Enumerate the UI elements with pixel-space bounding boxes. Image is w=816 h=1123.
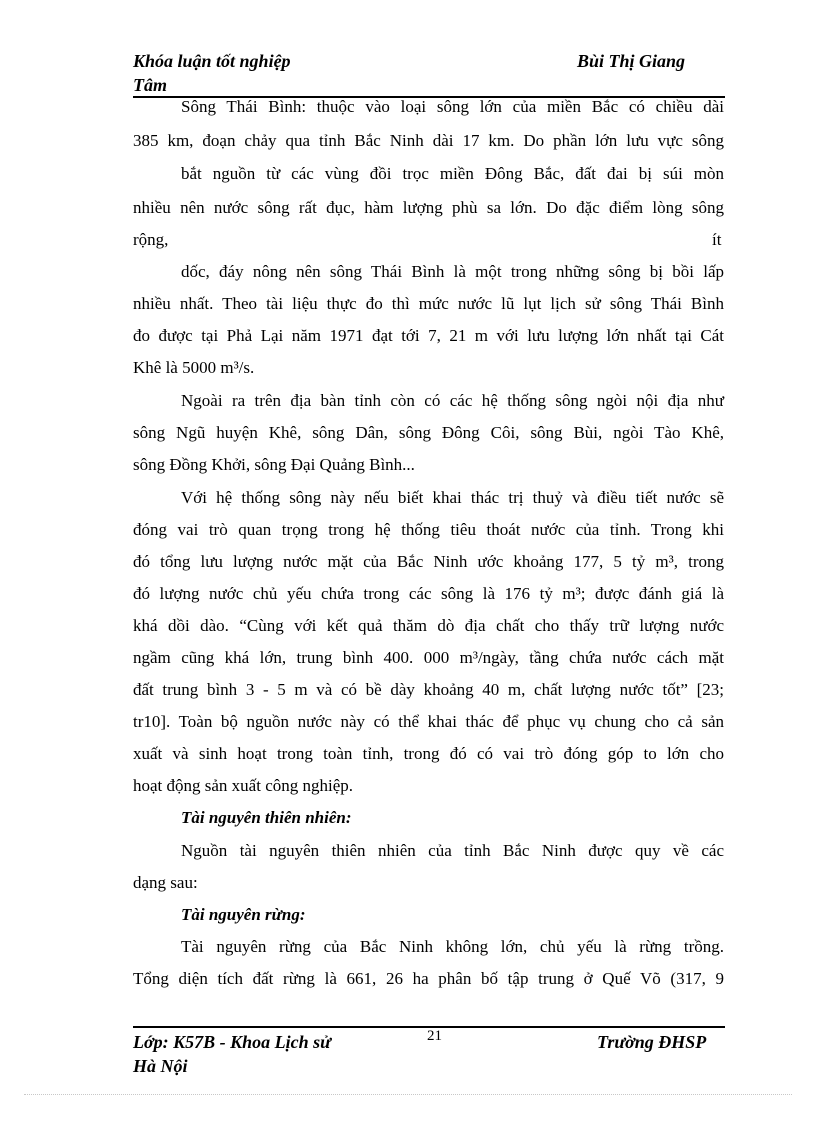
text-line: đóng vai trò quan trọng trong hệ thống tiêu thoát nước của tỉnh. Trong khi bbox=[133, 520, 724, 539]
page-edge-divider bbox=[24, 1094, 792, 1095]
header-author: Bùi Thị Giang bbox=[577, 51, 686, 71]
footer-school-continued: Hà Nội bbox=[133, 1056, 188, 1076]
text-line: ít bbox=[712, 230, 722, 249]
text-line: 385 km, đoạn chảy qua tỉnh Bắc Ninh dài 17 km. Do phần lớn lưu vực sông bbox=[133, 131, 724, 150]
text-line: rộng, bbox=[133, 230, 169, 249]
text-line: dạng sau: bbox=[133, 873, 198, 892]
text-line: đất trung bình 3 - 5 m và có bề dày khoảng 40 m, chất lượng nước tốt” [23; bbox=[133, 680, 724, 699]
text-line: đó tổng lưu lượng nước mặt của Bắc Ninh ước khoảng 177, 5 tỷ m³, trong bbox=[133, 552, 724, 571]
text-line: Tài nguyên rừng của Bắc Ninh không lớn, chủ yếu là rừng trồng. bbox=[181, 937, 724, 956]
text-line: hoạt động sản xuất công nghiệp. bbox=[133, 776, 354, 795]
section-heading: Tài nguyên thiên nhiên: bbox=[181, 808, 352, 827]
text-line: Với hệ thống sông này nếu biết khai thác trị thuỷ và điều tiết nước sẽ bbox=[181, 488, 724, 507]
text-line: nhiều nhất. Theo tài liệu thực đo thì mức nước lũ lụt lịch sử sông Thái Bình bbox=[133, 294, 724, 313]
header-left-title: Khóa luận tốt nghiệp bbox=[133, 51, 291, 71]
text-line: xuất và sinh hoạt trong toàn tỉnh, trong đó có vai trò đóng góp to lớn cho bbox=[133, 744, 724, 763]
text-line: sông Ngũ huyện Khê, sông Dân, sông Đông Côi, sông Bùi, ngòi Tào Khê, bbox=[133, 423, 724, 442]
footer-school: Trường ĐHSP bbox=[597, 1032, 707, 1052]
header-author-continued: Tâm bbox=[133, 75, 167, 95]
text-line: sông Đồng Khởi, sông Đại Quảng Bình... bbox=[133, 455, 415, 474]
text-line: Khê là 5000 m³/s. bbox=[133, 358, 255, 377]
text-line: Nguồn tài nguyên thiên nhiên của tỉnh Bắc Ninh được quy về các bbox=[181, 841, 724, 860]
section-heading: Tài nguyên rừng: bbox=[181, 905, 306, 924]
text-line: khá dồi dào. “Cùng với kết quả thăm dò địa chất cho thấy trữ lượng nước bbox=[133, 616, 724, 635]
text-line: đó lượng nước chủ yếu chứa trong các sông là 176 tỷ m³; được đánh giá là bbox=[133, 584, 724, 603]
footer-class-info: Lớp: K57B - Khoa Lịch sử bbox=[133, 1032, 331, 1052]
text-line: Tổng diện tích đất rừng là 661, 26 ha phân bố tập trung ở Quế Võ (317, 9 bbox=[133, 969, 724, 988]
text-line: đo được tại Phả Lại năm 1971 đạt tới 7, 21 m với lưu lượng lớn nhất tại Cát bbox=[133, 326, 724, 345]
text-line: bắt nguồn từ các vùng đồi trọc miền Đông Bắc, đất đai bị súi mòn bbox=[181, 164, 724, 183]
text-line: tr10]. Toàn bộ nguồn nước này có thể khai thác để phục vụ chung cho cả sản bbox=[133, 712, 724, 731]
text-line: dốc, đáy nông nên sông Thái Bình là một trong những sông bị bồi lấp bbox=[181, 262, 724, 281]
page-number: 21 bbox=[427, 1028, 442, 1044]
text-line: nhiều nên nước sông rất đục, hàm lượng phù sa lớn. Do đặc điểm lòng sông bbox=[133, 198, 724, 217]
text-line: Sông Thái Bình: thuộc vào loại sông lớn của miền Bắc có chiều dài bbox=[181, 97, 724, 116]
text-line: ngầm cũng khá lớn, trung bình 400. 000 m³/ngày, tầng chứa nước cách mặt bbox=[133, 648, 724, 667]
text-line: Ngoài ra trên địa bàn tỉnh còn có các hệ thống sông ngòi nội địa như bbox=[181, 391, 724, 410]
